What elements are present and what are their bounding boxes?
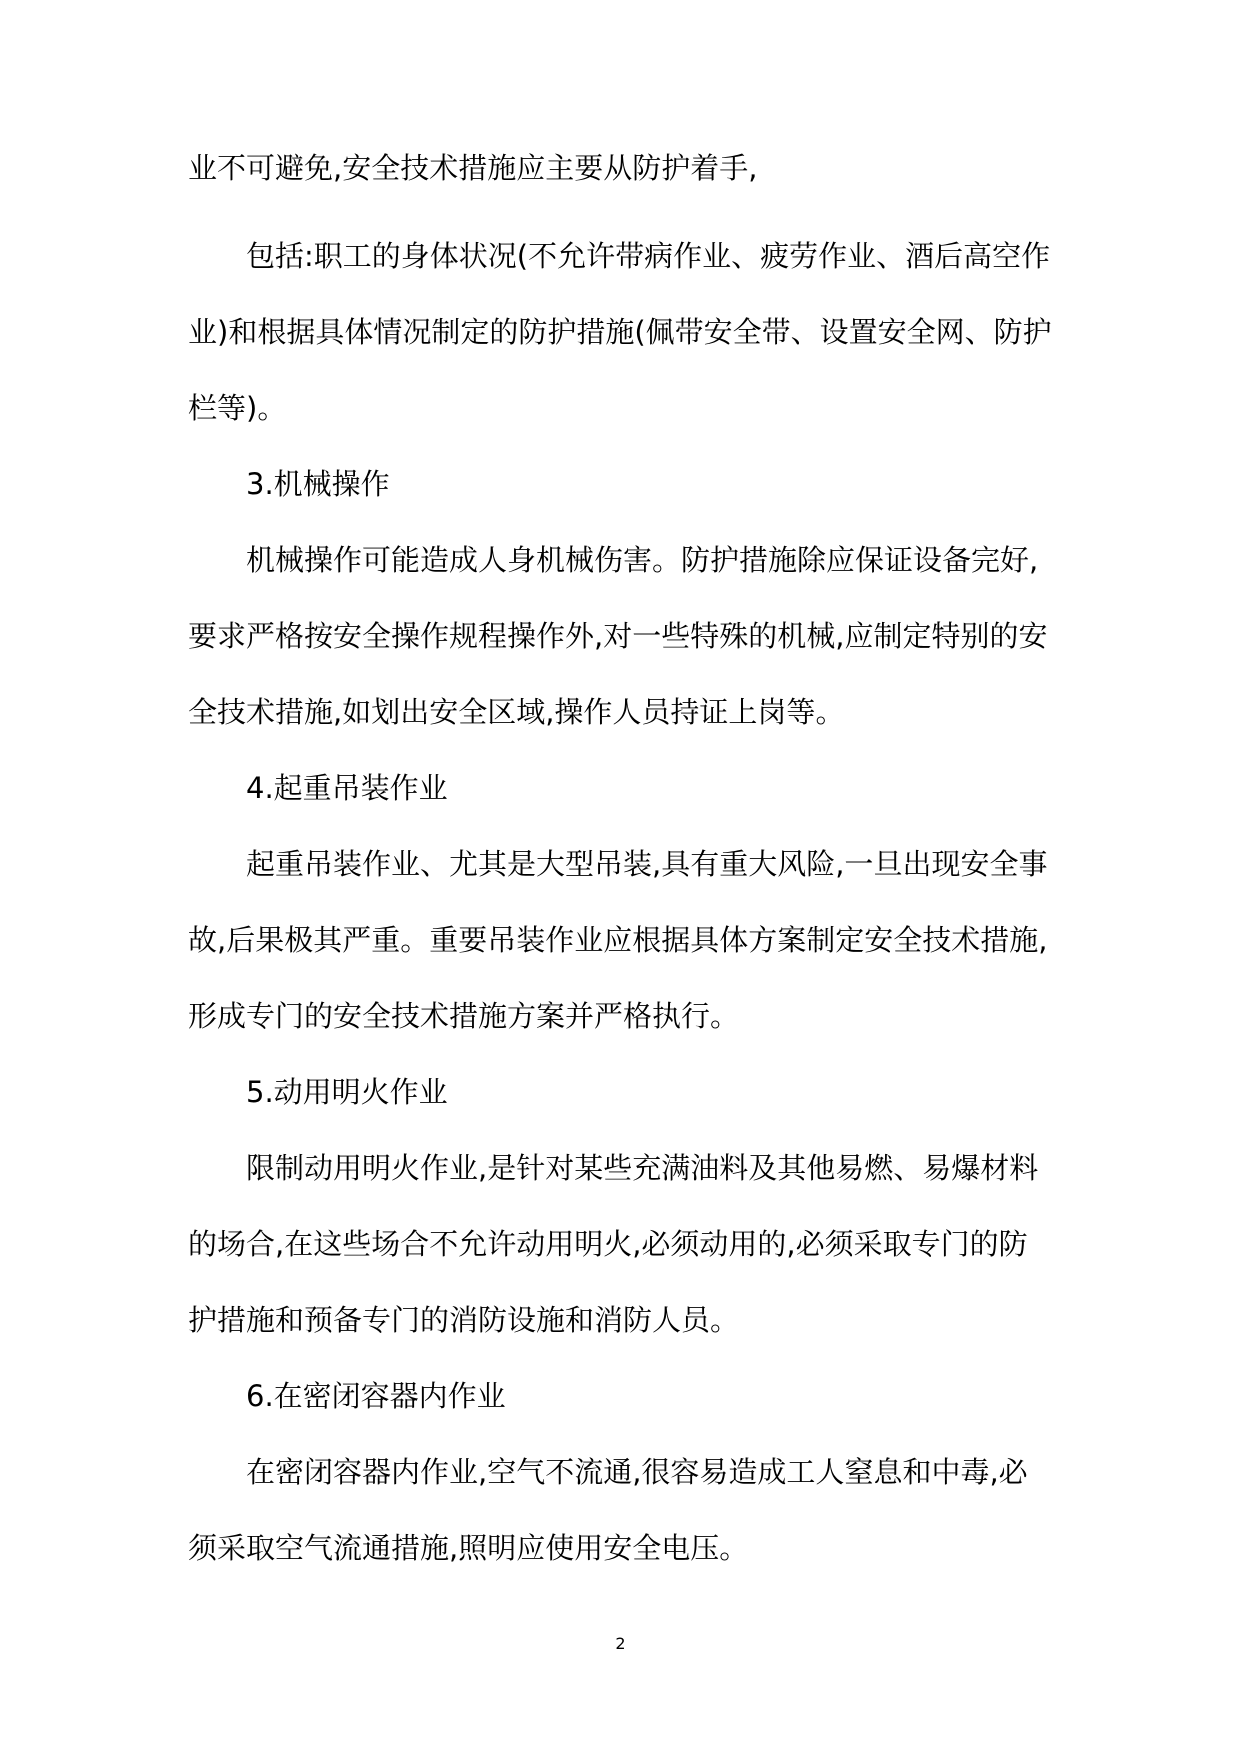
paragraph-line: 包括:职工的身体状况(不允许带病作业、疲劳作业、酒后高空作 [246, 239, 1051, 273]
body-text [188, 142, 1058, 1586]
paragraph-line: 栏等)。 [188, 391, 287, 425]
section-heading: 3.机械操作 [246, 467, 390, 501]
paragraph-line: 故,后果极其严重。重要吊装作业应根据具体方案制定安全技术措施, [188, 923, 1048, 957]
paragraph-line: 业)和根据具体情况制定的防护措施(佩带安全带、设置安全网、防护 [188, 315, 1052, 349]
page-number: 2 [615, 1634, 626, 1653]
paragraph-line: 的场合,在这些场合不允许动用明火,必须动用的,必须采取专门的防 [188, 1227, 1028, 1261]
paragraph-line: 护措施和预备专门的消防设施和消防人员。 [188, 1303, 740, 1337]
section-heading: 4.起重吊装作业 [246, 771, 448, 805]
paragraph-line: 形成专门的安全技术措施方案并严格执行。 [188, 999, 740, 1033]
section-heading: 6.在密闭容器内作业 [246, 1379, 506, 1413]
paragraph-line: 全技术措施,如划出安全区域,操作人员持证上岗等。 [188, 695, 845, 729]
paragraph-line: 要求严格按安全操作规程操作外,对一些特殊的机械,应制定特别的安 [188, 619, 1048, 653]
section-heading: 5.动用明火作业 [246, 1075, 448, 1109]
paragraph-line: 机械操作可能造成人身机械伤害。防护措施除应保证设备完好, [246, 543, 1039, 577]
paragraph-line: 起重吊装作业、尤其是大型吊装,具有重大风险,一旦出现安全事 [246, 847, 1048, 881]
paragraph-line: 业不可避免,安全技术措施应主要从防护着手, [188, 151, 758, 185]
paragraph-line: 限制动用明火作业,是针对某些充满油料及其他易燃、易爆材料 [246, 1151, 1039, 1185]
paragraph-line: 须采取空气流通措施,照明应使用安全电压。 [188, 1531, 749, 1565]
paragraph-line: 在密闭容器内作业,空气不流通,很容易造成工人窒息和中毒,必 [246, 1455, 1028, 1489]
